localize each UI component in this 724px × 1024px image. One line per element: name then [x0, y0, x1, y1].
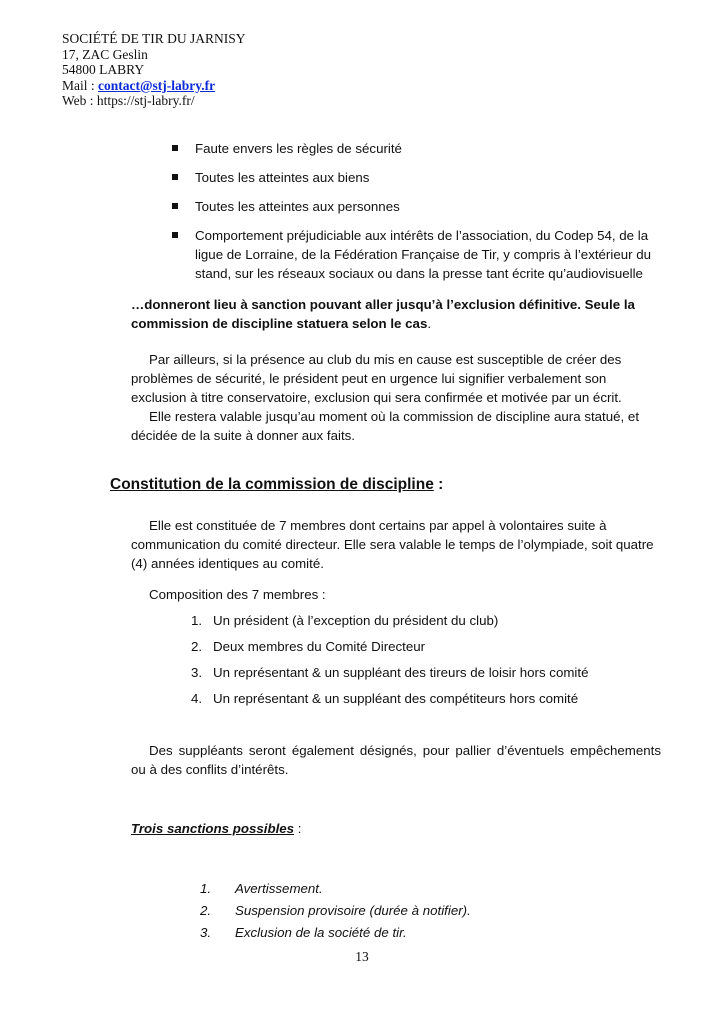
list-item-text: Avertissement. [235, 881, 323, 896]
org-name: SOCIÉTÉ DE TIR DU JARNISY [62, 31, 246, 46]
composition-label: Composition des 7 membres : [149, 587, 326, 602]
list-item-text: Un représentant & un suppléant des compétiteurs hors comité [213, 691, 579, 706]
list-item-text: Toutes les atteintes aux personnes [195, 199, 400, 214]
sanctions-list [200, 879, 600, 945]
list-number: 4. [191, 691, 203, 706]
sanction-end: . [427, 316, 432, 331]
list-number: 2. [200, 903, 212, 918]
mail-link[interactable]: contact@stj-labry.fr [98, 77, 216, 93]
list-item-text: Toutes les atteintes aux biens [195, 170, 370, 185]
sanctions-title-colon: : [294, 821, 302, 836]
infraction-list [170, 139, 660, 293]
list-number: 3. [191, 665, 203, 680]
sanctions-title [131, 821, 301, 836]
list-item [170, 168, 660, 187]
list-item-text: Comportement préjudiciable aux intérêts de l’association, du Codep 54, de la ligue de Lorraine, de la Fédération Française de Tir, y compris à l’extérieur du stand, sur les réseaux sociaux ou dans la presse tant écrite qu’audiovisuelle [195, 228, 652, 281]
list-item [200, 879, 600, 901]
list-item-text: Deux membres du Comité Directeur [213, 639, 426, 654]
list-item [200, 923, 600, 945]
square-bullet-icon [172, 232, 178, 238]
square-bullet-icon [172, 203, 178, 209]
address-line-2: 54800 LABRY [62, 62, 145, 77]
square-bullet-icon [172, 145, 178, 151]
sanction-bold-text: …donneront lieu à sanction pouvant aller jusqu’à l’exclusion définitive. Seule la commission de discipline statuera selon le cas [131, 297, 635, 331]
paragraph-constitution: Elle est constituée de 7 membres dont certains par appel à volontaires suite à communication du comité directeur. Elle sera valable le temps de l’olympiade, soit quatre (4) années identiques au comité. [131, 518, 654, 571]
letterhead [62, 31, 246, 109]
section-title-colon: : [433, 476, 444, 493]
sanctions-title-text: Trois sanctions possibles [131, 821, 295, 836]
list-item [191, 637, 661, 663]
list-item [191, 611, 661, 637]
paragraph-substitutes: Des suppléants seront également désignés, pour pallier d’éventuels empêchements ou à des conflits d’intérêts. [131, 743, 661, 777]
section-title-text: Constitution de la commission de discipline [110, 476, 434, 493]
list-item [170, 226, 660, 283]
address-line-1: 17, ZAC Geslin [62, 46, 148, 62]
list-item-text: Un représentant & un suppléant des tireurs de loisir hors comité [213, 665, 589, 680]
list-item [170, 197, 660, 216]
list-item [191, 689, 661, 715]
square-bullet-icon [172, 174, 178, 180]
list-item [191, 663, 661, 689]
web-line: Web : https://stj-labry.fr/ [62, 93, 195, 108]
paragraph-urgency: Par ailleurs, si la présence au club du mis en cause est susceptible de créer des problèmes de sécurité, le président peut en urgence lui signifier verbalement son exclusion à titre conservatoire, exclusion qui sera confirmée et motivée par un écrit. [131, 352, 622, 405]
section-title [110, 476, 443, 494]
list-number: 2. [191, 639, 203, 654]
list-number: 1. [200, 881, 212, 896]
list-item-text: Faute envers les règles de sécurité [195, 141, 402, 156]
list-item-text: Suspension provisoire (durée à notifier). [235, 903, 471, 918]
mail-line [62, 78, 246, 94]
members-list [191, 611, 661, 715]
page-number: 13 [355, 949, 369, 964]
list-number: 3. [200, 925, 212, 940]
list-item-text: Exclusion de la société de tir. [235, 925, 407, 940]
list-item-text: Un président (à l’exception du président du club) [213, 613, 499, 628]
sanction-statement [131, 295, 661, 333]
list-number: 1. [191, 613, 203, 628]
list-item [170, 139, 660, 158]
paragraph-validity: Elle restera valable jusqu’au moment où la commission de discipline aura statué, et décidée de la suite à donner aux faits. [131, 409, 640, 443]
list-item [200, 901, 600, 923]
mail-label: Mail : [62, 77, 98, 93]
